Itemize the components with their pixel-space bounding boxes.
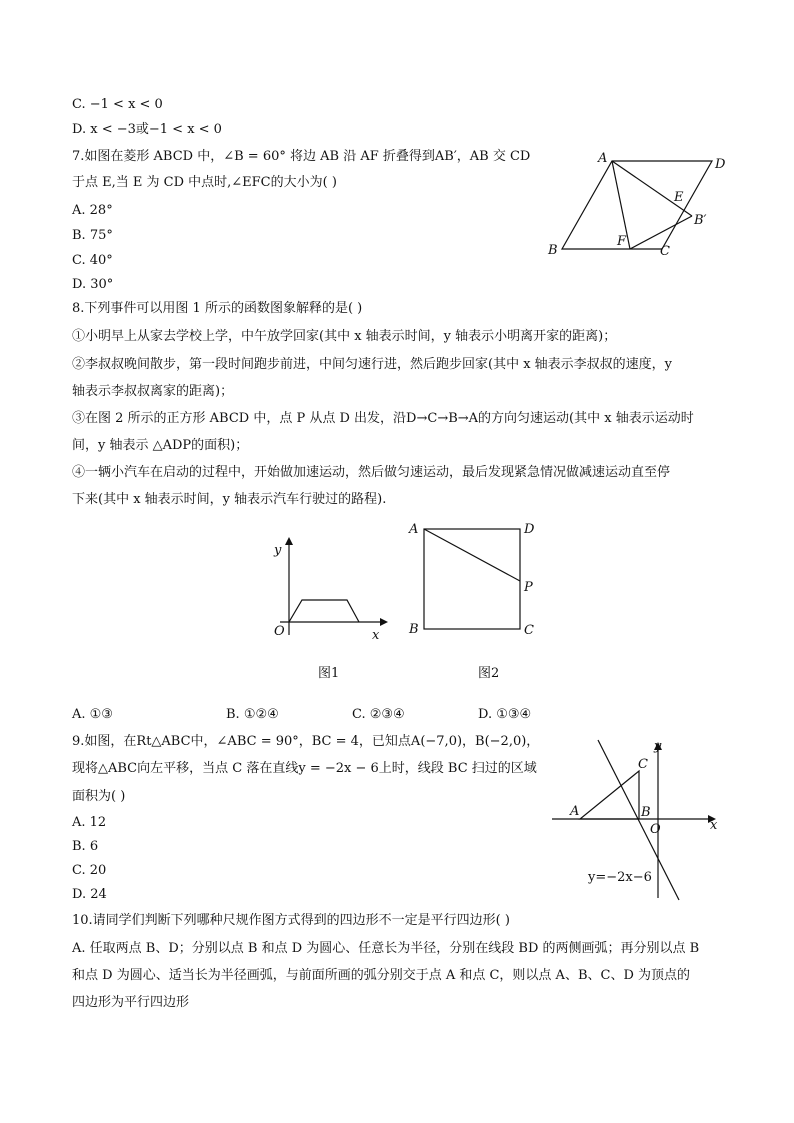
q9-option-c: C. 20 — [72, 863, 107, 878]
label-x: x — [372, 628, 380, 643]
q8-item-1: ①小明早上从家去学校上学，中午放学回家(其中 x 轴表示时间，y 轴表示小明离开家的距离)； — [72, 329, 617, 344]
label-a: A — [598, 151, 608, 166]
function-curve — [289, 600, 359, 622]
label-c: C — [660, 244, 670, 259]
label-a: A — [570, 804, 580, 819]
label-f: F — [617, 234, 627, 249]
label-d: D — [715, 157, 726, 172]
label-y: y — [274, 543, 282, 558]
label-o: O — [274, 624, 285, 639]
label-p: P — [524, 580, 533, 595]
label-y: y — [654, 739, 662, 754]
q7-stem-line2: 于点 E,当 E 为 CD 中点时,∠EFC的大小为( ) — [72, 175, 337, 190]
q7-option-d: D. 30° — [72, 277, 114, 292]
label-e: E — [674, 190, 684, 205]
q9-option-b: B. 6 — [72, 839, 99, 854]
label-o: O — [650, 822, 661, 837]
q8-item-4-line1: ④一辆小汽车在启动的过程中，开始做加速运动，然后做匀速运动，最后发现紧急情况做减速运动直至停 — [72, 465, 671, 480]
q9-coordinate-figure — [548, 738, 728, 903]
label-d: D — [524, 522, 535, 537]
q8-stem: 8.下列事件可以用图 1 所示的函数图象解释的是( ) — [72, 301, 363, 316]
q8-option-d: D. ①③④ — [478, 707, 532, 722]
x-axis-arrow — [380, 618, 388, 626]
q8-figure-1-caption: 图1 — [318, 666, 340, 681]
q10-option-a-line1: A. 任取两点 B、D；分别以点 B 和点 D 为圆心、任意长为半径，分别在线段 BD 的两侧画弧；再分别以点 B — [72, 941, 700, 956]
q8-item-2-line2: 轴表示李叔叔离家的距离)； — [72, 384, 234, 399]
q8-figure-1-graph — [262, 535, 392, 645]
line-equation-label: y=−2x−6 — [588, 870, 652, 885]
segment-ap — [424, 529, 520, 581]
q9-stem-line2: 现将△ABC向左平移，当点 C 落在直线y = −2x − 6上时，线段 BC 扫过的区域 — [72, 761, 537, 776]
q9-option-d: D. 24 — [72, 887, 107, 902]
q7-stem-line1: 7.如图在菱形 ABCD 中，∠B = 60° 将边 AB 沿 AF 折叠得到AB′，AB 交 CD — [72, 149, 531, 164]
q8-item-3-line2: 间，y 轴表示 △ADP的面积)； — [72, 438, 249, 453]
q9-stem-line3: 面积为( ) — [72, 789, 126, 804]
label-b: B — [548, 243, 558, 258]
segment-ab-prime — [612, 161, 692, 216]
square-abcd — [424, 529, 520, 629]
q7-rhombus-figure — [540, 150, 730, 265]
triangle-abc — [580, 771, 639, 819]
q8-option-b: B. ①②④ — [226, 707, 279, 722]
rhombus-abcd — [562, 161, 712, 249]
label-b: B — [409, 622, 419, 637]
y-axis-arrow — [285, 537, 293, 545]
label-x: x — [710, 818, 718, 833]
q10-option-a-line3: 四边形为平行四边形 — [72, 995, 190, 1010]
q9-stem-line1: 9.如图，在Rt△ABC中，∠ABC = 90°，BC = 4，已知点A(−7,0)，B(−2,0)， — [72, 734, 540, 749]
q9-option-a: A. 12 — [72, 815, 107, 830]
q8-figure-2-square — [405, 518, 545, 643]
q7-option-a: A. 28° — [72, 203, 113, 218]
q10-option-a-line2: 和点 D 为圆心、适当长为半径画弧，与前面所画的弧分别交于点 A 和点 C，则以点 A、B、C、D 为顶点的 — [72, 968, 690, 983]
label-a: A — [409, 522, 419, 537]
q7-option-b: B. 75° — [72, 228, 113, 243]
q8-figure-2-caption: 图2 — [478, 666, 500, 681]
label-c: C — [524, 623, 534, 638]
q8-option-c: C. ②③④ — [352, 707, 405, 722]
q8-item-3-line1: ③在图 2 所示的正方形 ABCD 中，点 P 从点 D 出发，沿D→C→B→A的方向匀速运动(其中 x 轴表示运动时 — [72, 411, 694, 426]
q8-option-a: A. ①③ — [72, 707, 113, 722]
q8-item-4-line2: 下来(其中 x 轴表示时间，y 轴表示汽车行驶过的路程). — [72, 492, 387, 507]
label-c: C — [638, 757, 648, 772]
q6-option-c: C. −1 < x < 0 — [72, 97, 163, 112]
label-b: B — [641, 805, 651, 820]
q8-item-2-line1: ②李叔叔晚间散步，第一段时间跑步前进，中间匀速行进，然后跑步回家(其中 x 轴表示李叔叔的速度，y — [72, 357, 673, 372]
label-b-prime: B′ — [694, 213, 707, 228]
q7-option-c: C. 40° — [72, 253, 113, 268]
q6-option-d: D. x < −3或−1 < x < 0 — [72, 122, 222, 137]
q10-stem: 10.请同学们判断下列哪种尺规作图方式得到的四边形不一定是平行四边形( ) — [72, 913, 510, 928]
